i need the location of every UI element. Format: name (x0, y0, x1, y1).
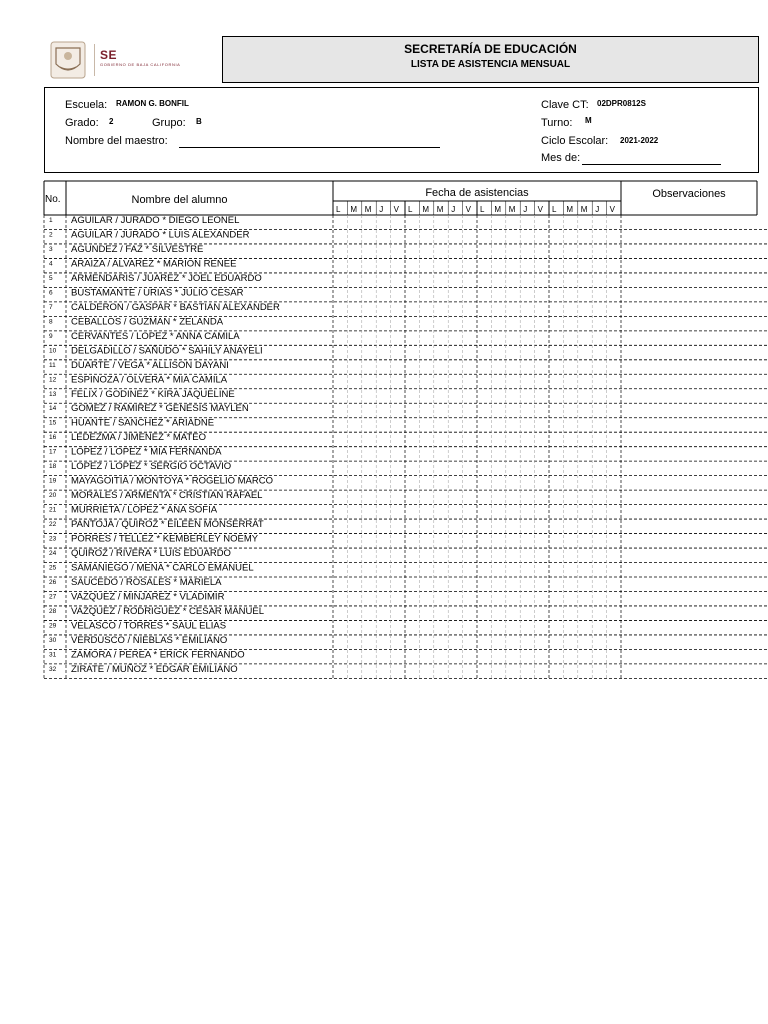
row-number: 13 (49, 390, 57, 398)
row-number: 8 (49, 318, 53, 326)
row-number: 23 (49, 535, 57, 543)
logo-abbr: SE (100, 48, 118, 62)
row-number: 32 (49, 665, 57, 673)
student-name: MURRIETA / LOPEZ * ANA SOFIA (71, 504, 218, 516)
day-header: M (508, 205, 516, 214)
student-name: AGUILAR / JURADO * LUIS ALEXANDER (71, 229, 250, 241)
student-name: GOMEZ / RAMIREZ * GENESIS MAYLEN (71, 403, 249, 415)
student-name: BUSTAMANTE / URIAS * JULIO CESAR (71, 287, 244, 299)
student-name: QUIROZ / RIVERA * LUIS EDUARDO (71, 548, 231, 560)
student-name: HUANTE / SANCHEZ * ARIADNE (71, 417, 215, 429)
maestro-label: Nombre del maestro: (65, 135, 168, 147)
escuela-label: Escuela: (65, 99, 108, 111)
row-number: 3 (49, 245, 53, 253)
turno-label: Turno: (541, 117, 573, 129)
col-header-no: No. (45, 194, 61, 205)
row-number: 18 (49, 463, 57, 471)
day-header: M (350, 205, 358, 214)
day-header: L (408, 205, 413, 214)
day-header: V (537, 205, 543, 214)
turno-value: M (585, 116, 592, 125)
day-header: L (480, 205, 485, 214)
student-name: ARAIZA / ALVAREZ * MARION RENEE (71, 258, 237, 270)
student-name: LEDEZMA / JIMENEZ * MATEO (71, 432, 206, 444)
grado-label: Grado: (65, 117, 99, 129)
student-name: MAYAGOITIA / MONTOYA * ROGELIO MARCO (71, 475, 273, 487)
student-name: PORRES / TELLEZ * KEMBERLEY NOEMY (71, 533, 259, 545)
col-header-fecha: Fecha de asistencias (425, 187, 529, 199)
row-number: 26 (49, 579, 57, 586)
page-title: SECRETARÍA DE EDUCACIÓN (404, 42, 577, 56)
day-header: J (379, 205, 384, 214)
student-name: VAZQUEZ / RODRIGUEZ * CESAR MANUEL (71, 605, 265, 617)
ciclo-value: 2021-2022 (620, 136, 659, 145)
student-name: ESPINOZA / OLVERA * MIA CAMILA (71, 374, 228, 386)
col-header-observaciones: Observaciones (652, 188, 726, 200)
day-header: V (609, 205, 615, 214)
ciclo-label: Ciclo Escolar: (541, 135, 609, 147)
student-name: LOPEZ / LOPEZ * SERGIO OCTAVIO (71, 461, 232, 473)
student-name: VAZQUEZ / MINJAREZ * VLADIMIR (71, 591, 225, 603)
day-header: M (422, 205, 430, 214)
col-header-nombre: Nombre del alumno (131, 194, 228, 206)
row-number: 1 (49, 217, 53, 224)
row-number: 10 (49, 347, 57, 355)
page-subtitle: LISTA DE ASISTENCIA MENSUAL (410, 59, 571, 70)
day-header: L (336, 205, 341, 214)
row-number: 31 (49, 651, 57, 659)
clave-value: 02DPR0812S (597, 99, 646, 108)
day-header: M (494, 205, 502, 214)
grupo-label: Grupo: (152, 117, 186, 129)
row-number: 6 (49, 289, 53, 297)
row-number: 25 (49, 564, 57, 572)
student-name: CERVANTES / LOPEZ * ANNA CAMILA (71, 330, 240, 342)
day-header: J (451, 205, 456, 214)
student-name: DELGADILLO / SAÑUDO * SAHILY ANAYELI (71, 345, 263, 357)
day-header: J (523, 205, 528, 214)
row-number: 19 (49, 477, 57, 485)
clave-label: Clave CT: (541, 99, 589, 111)
row-number: 24 (49, 550, 57, 558)
grado-value: 2 (109, 117, 114, 126)
grupo-value: B (196, 117, 202, 126)
student-name: ARMENDARIS / JUAREZ * JOEL EDUARDO (71, 272, 262, 284)
row-number: 11 (49, 361, 56, 369)
student-name: ZIRATE / MUÑOZ * EDGAR EMILIANO (71, 663, 238, 675)
student-name: PANTOJA / QUIROZ * EILEEN MONSERRAT (71, 519, 264, 531)
student-name: FELIX / GODINEZ * KIRA JAQUELINE (71, 388, 235, 400)
student-name: CALDERON / GASPAR * BASTIAN ALEXANDER (71, 301, 280, 313)
row-number: 9 (49, 332, 53, 340)
day-header: M (364, 205, 372, 214)
day-header: M (436, 205, 444, 214)
student-name: LOPEZ / LOPEZ * MIA FERNANDA (71, 446, 222, 458)
student-name: CEBALLOS / GUZMAN * ZELANDA (71, 316, 224, 328)
day-header: V (465, 205, 471, 214)
day-header: M (580, 205, 588, 214)
row-number: 17 (49, 448, 57, 456)
row-number: 5 (49, 274, 53, 282)
escuela-value: RAMON G. BONFIL (116, 99, 189, 108)
row-number: 4 (49, 260, 53, 268)
row-number: 14 (49, 405, 57, 413)
row-number: 12 (49, 376, 57, 384)
row-number: 27 (49, 593, 57, 601)
row-number: 15 (49, 419, 57, 427)
row-number: 29 (49, 622, 57, 630)
day-header: M (566, 205, 574, 214)
day-header: V (393, 205, 399, 214)
day-header: J (595, 205, 600, 214)
row-number: 21 (49, 506, 57, 514)
student-name: SAMANIEGO / MENA * CARLO EMANUEL (71, 562, 254, 574)
student-name: ZAMORA / PEREA * ERICK FERNANDO (71, 649, 245, 661)
student-name: SAUCEDO / ROSALES * MARIELA (71, 577, 222, 588)
row-number: 22 (49, 521, 57, 529)
row-number: 16 (49, 434, 57, 442)
logo-government: GOBIERNO DE BAJA CALIFORNIA (100, 62, 181, 67)
row-number: 28 (49, 607, 57, 615)
student-name: AGUILAR / JURADO * DIEGO LEONEL (71, 215, 240, 226)
row-number: 20 (49, 492, 57, 500)
row-number: 30 (49, 636, 57, 644)
student-name: VERDUSCO / NIEBLAS * EMILIANO (71, 634, 228, 646)
student-name: VELASCO / TORRES * SAUL ELIAS (71, 620, 227, 632)
student-name: MORALES / ARMENTA * CRISTIAN RAFAEL (71, 490, 263, 502)
student-name: AGUNDEZ / FAZ * SILVESTRE (71, 243, 204, 255)
row-number: 7 (49, 303, 53, 311)
row-number: 2 (49, 231, 53, 239)
student-name: DUARTE / VEGA * ALLISON DAYANI (71, 359, 229, 371)
mes-label: Mes de: (541, 152, 581, 164)
day-header: L (552, 205, 557, 214)
